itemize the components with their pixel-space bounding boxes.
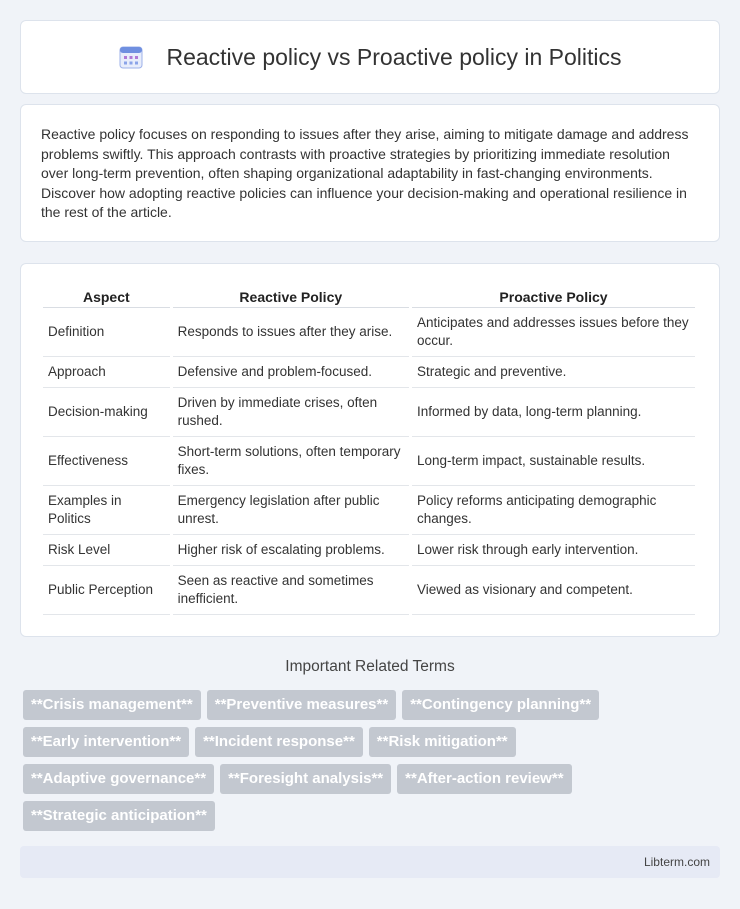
footer	[20, 846, 720, 878]
related-term-tag[interactable]: **Foresight analysis**	[220, 764, 391, 794]
table-row	[43, 566, 695, 615]
related-term-tag[interactable]: **Incident response**	[195, 727, 363, 757]
table-row	[43, 486, 695, 535]
related-term-tag[interactable]: **Crisis management**	[23, 690, 201, 720]
proactive-cell: Viewed as visionary and competent.	[412, 566, 695, 615]
table-row	[43, 388, 695, 437]
aspect-cell: Risk Level	[43, 535, 170, 566]
tag-row	[23, 764, 723, 794]
aspect-cell: Public Perception	[43, 566, 170, 615]
aspect-cell: Effectiveness	[43, 437, 170, 486]
related-terms-title: Important Related Terms	[285, 658, 455, 675]
table-header-row	[43, 286, 695, 308]
comparison-table	[40, 286, 698, 615]
proactive-cell: Anticipates and addresses issues before they occur.	[412, 308, 695, 357]
intro-text: Reactive policy focuses on responding to issues after they arise, aiming to mitigate damage and address problems swiftly. This approach contrasts with proactive strategies by prioritizing immediate resolution over long-term prevention, often shaping organizational adaptability in fast-changing environments. Discover how adopting reactive policies can influence your decision-making and operational resilience in the rest of the article.	[41, 126, 689, 221]
reactive-cell: Driven by immediate crises, often rushed.	[173, 388, 409, 437]
page-title: Reactive policy vs Proactive policy in Politics	[166, 43, 622, 70]
related-terms-list	[23, 690, 723, 838]
related-term-tag[interactable]: **Contingency planning**	[402, 690, 599, 720]
related-term-tag[interactable]: **Risk mitigation**	[369, 727, 516, 757]
aspect-cell: Definition	[43, 308, 170, 357]
reactive-cell: Defensive and problem-focused.	[173, 357, 409, 388]
related-term-tag[interactable]: **After-action review**	[397, 764, 571, 794]
header-aspect: Aspect	[43, 286, 170, 308]
proactive-cell: Lower risk through early intervention.	[412, 535, 695, 566]
reactive-cell: Seen as reactive and sometimes inefficient.	[173, 566, 409, 615]
related-term-tag[interactable]: **Adaptive governance**	[23, 764, 214, 794]
proactive-cell: Strategic and preventive.	[412, 357, 695, 388]
calendar-icon	[118, 44, 144, 70]
footer-site-link[interactable]: Libterm.com	[643, 855, 710, 869]
proactive-cell: Long-term impact, sustainable results.	[412, 437, 695, 486]
reactive-cell: Short-term solutions, often temporary fixes.	[173, 437, 409, 486]
aspect-cell: Decision-making	[43, 388, 170, 437]
table-row	[43, 308, 695, 357]
intro-card	[20, 104, 720, 242]
table-row	[43, 437, 695, 486]
table-row	[43, 535, 695, 566]
related-term-tag[interactable]: **Strategic anticipation**	[23, 801, 215, 831]
reactive-cell: Emergency legislation after public unrest.	[173, 486, 409, 535]
aspect-cell: Approach	[43, 357, 170, 388]
header-proactive: Proactive Policy	[412, 286, 695, 308]
related-term-tag[interactable]: **Early intervention**	[23, 727, 189, 757]
table-row	[43, 357, 695, 388]
proactive-cell: Informed by data, long-term planning.	[412, 388, 695, 437]
reactive-cell: Responds to issues after they arise.	[173, 308, 409, 357]
tag-row	[23, 801, 723, 831]
tag-row	[23, 727, 723, 757]
related-term-tag[interactable]: **Preventive measures**	[207, 690, 396, 720]
reactive-cell: Higher risk of escalating problems.	[173, 535, 409, 566]
tag-row	[23, 690, 723, 720]
header-reactive: Reactive Policy	[173, 286, 409, 308]
proactive-cell: Policy reforms anticipating demographic changes.	[412, 486, 695, 535]
comparison-card	[20, 263, 720, 637]
aspect-cell: Examples in Politics	[43, 486, 170, 535]
header-card	[20, 20, 720, 94]
